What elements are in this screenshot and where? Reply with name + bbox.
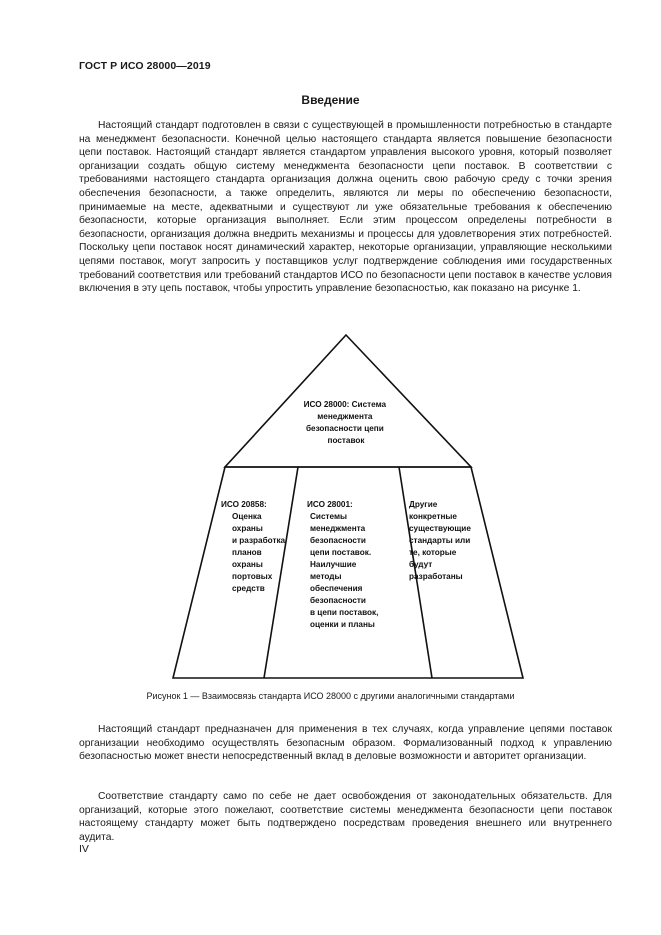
section-title: Введение: [301, 93, 360, 107]
figure-caption: Рисунок 1 — Взаимосвязь стандарта ИСО 28000 с другими аналогичными стандартами: [146, 691, 515, 701]
apex-label: [304, 400, 389, 445]
apex-line: поставок: [327, 436, 365, 445]
apex-line: менеджмента: [317, 412, 373, 421]
page-number: IV: [79, 843, 89, 855]
intro-paragraph-3: Соответствие стандарту само по себе не дает освобождения от законодательных обязательств. Для организаций, которые этого пожелают, соответствие системы менеджмента безопасности цепи поставок настоящему стандарту может быть подтверждено посредствам проведения внешнего или внутреннего аудита.: [79, 791, 612, 843]
apex-line: ИСО 28000: Система: [303, 400, 387, 409]
pyramid-base: [173, 467, 523, 678]
intro-paragraph-1: Настоящий стандарт подготовлен в связи с существующей в промышленности потребностью в стандарте на менеджмент безопасности. Конечной целью настоящего стандарта является повышение безопасности цепи поставок. Настоящий стандарт является стандартом управления высокого уровня, который позволяет организации создать общую систему менеджмента безопасности цепи поставок. В соответствии с требованиями настоящего стандарта организация должна оценить свою рабочую среду с точки зрения обеспечения безопасности, а также определить, являются ли меры по обеспечению безопасности, принимаемые на месте, адекватными и существуют ли уже обязательные требования к обеспечению безопасности, которые организация выполняет. Если этим процессом определены потребности в безопасности, организация должна внедрить механизмы и процессы для удовлетворения этих потребностей. Поскольку цепи поставок носят динамический характер, некоторые организации, управляющие несколькими цепями поставок, могут запросить у поставщиков услуг подтверждение соблюдения ими государственных требований соответствия или требований стандартов ИСО по безопасности цепи поставок в качестве условия включения в эту цепь поставок, чтобы упростить управление безопасностью, как показано на рисунке 1.: [79, 120, 612, 295]
apex-line: безопасности цепи: [305, 424, 384, 433]
document-code-header: ГОСТ Р ИСО 28000—2019: [79, 60, 211, 72]
column-2-label: ИСО 28001: Системы менеджмента безопасности цепи поставок. Наилучшие методы обеспечения безопасности в цепи поставок, оценки и планы: [307, 500, 379, 629]
column-3-label: Другие конкретные существующие стандарты или те, которые будут разработаны: [409, 500, 471, 581]
column-1-label: ИСО 20858: Оценка охраны и разработка планов охраны портовых средств: [221, 500, 286, 593]
intro-paragraph-2: Настоящий стандарт предназначен для применения в тех случаях, когда управление цепями поставок организации необходимо осуществлять безопасным образом. Формализованный подход к управлению безопасностью может внести непосредственный вклад в деловые возможности и авторитет организации.: [79, 724, 612, 763]
